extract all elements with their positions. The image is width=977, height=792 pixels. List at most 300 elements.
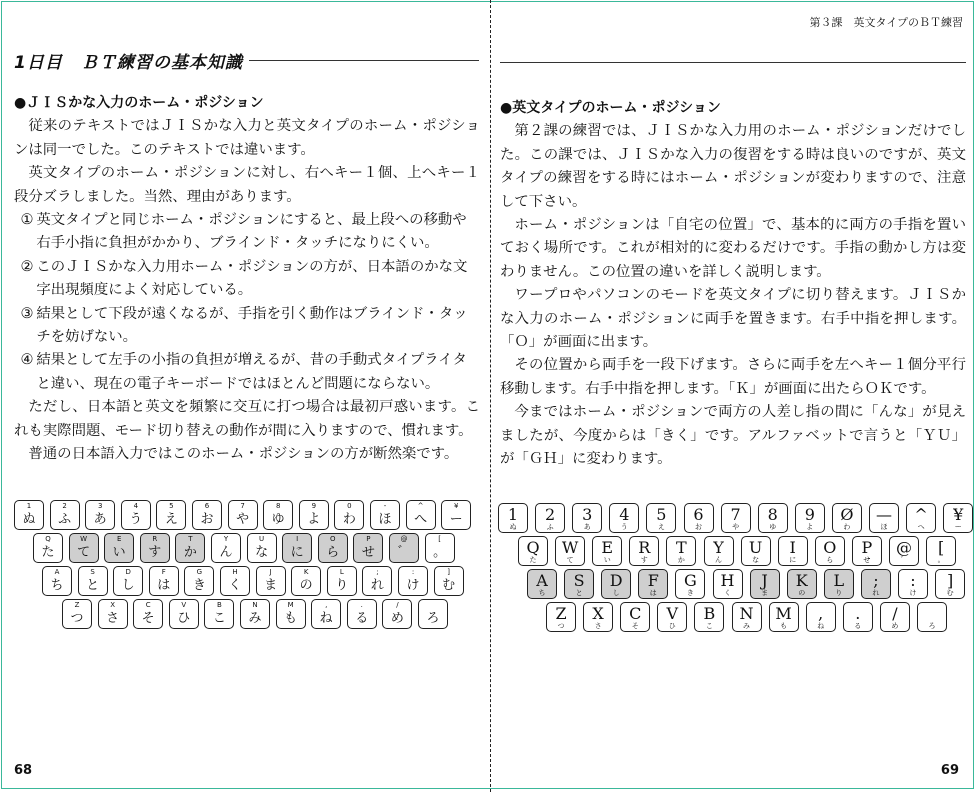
key-top-label: D bbox=[125, 568, 131, 576]
key-kana-label: 。 bbox=[937, 556, 945, 564]
keyboard-key bbox=[184, 566, 214, 596]
keyboard-key bbox=[843, 602, 873, 632]
key-kana-label: お bbox=[695, 523, 702, 531]
key-kana-label: よ bbox=[806, 523, 814, 531]
key-top-label: A bbox=[54, 568, 60, 576]
key-top-label: C bbox=[145, 601, 151, 609]
keyboard-key bbox=[943, 503, 973, 533]
key-kana-label: ふ bbox=[58, 512, 72, 527]
key-kana-label: す bbox=[640, 556, 648, 564]
item-number: ③ bbox=[20, 305, 34, 322]
key-top-label: 7 bbox=[730, 505, 741, 524]
keyboard-key bbox=[149, 566, 179, 596]
key-kana-label: あ bbox=[583, 523, 591, 531]
item-text: 結果として左手の小指の負担が増えるが、昔の手動式タイプライタと違い、現在の電子キーボードではほとんど問題にならない。 bbox=[36, 352, 467, 392]
keyboard-key bbox=[713, 569, 743, 599]
key-top-label: B bbox=[703, 604, 716, 623]
key-kana-label: み bbox=[743, 622, 750, 630]
key-kana-label: も bbox=[284, 611, 298, 626]
key-top-label: 3 bbox=[97, 502, 103, 510]
key-kana-label: り bbox=[335, 578, 349, 593]
key-kana-label: り bbox=[835, 589, 843, 597]
key-top-label: : bbox=[411, 568, 415, 576]
key-top-label: 4 bbox=[133, 502, 139, 510]
key-top-label: K bbox=[795, 571, 808, 590]
key-top-label: E bbox=[116, 535, 122, 543]
key-top-label: R bbox=[638, 538, 651, 557]
key-top-label: S bbox=[573, 571, 585, 590]
key-kana-label: め bbox=[390, 611, 404, 626]
key-kana-label: み bbox=[248, 611, 262, 626]
key-kana-label: た bbox=[41, 545, 55, 560]
key-kana-label: れ bbox=[370, 578, 384, 593]
key-top-label: G bbox=[196, 568, 203, 576]
key-kana-label: も bbox=[780, 622, 788, 630]
key-kana-label: こ bbox=[212, 611, 226, 626]
paragraph: その位置から両手を一段下げます。さらに両手を左へキー１個分平行移動します。右手中指を押します。「Ｋ」が画面に出たらＯＫです。 bbox=[500, 357, 966, 397]
keyboard-key bbox=[425, 533, 455, 563]
key-kana-label: ひ bbox=[668, 622, 676, 630]
key-top-label: 0 bbox=[347, 502, 352, 510]
key-top-label: 8 bbox=[275, 502, 281, 510]
key-kana-label: な bbox=[752, 556, 760, 564]
keyboard-key bbox=[926, 536, 956, 566]
key-kana-label: さ bbox=[594, 622, 602, 630]
key-kana-label: え bbox=[164, 512, 178, 527]
key-kana-label: さ bbox=[106, 611, 120, 626]
key-kana-label: ゛ bbox=[900, 556, 908, 564]
key-kana-label: は bbox=[649, 589, 657, 597]
key-kana-label: つ bbox=[70, 611, 84, 626]
key-kana-label: の bbox=[299, 578, 313, 593]
keyboard-key bbox=[527, 569, 557, 599]
key-kana-label: ん bbox=[219, 545, 233, 560]
keyboard-key bbox=[133, 599, 163, 629]
key-top-label: 2 bbox=[62, 502, 67, 510]
key-kana-label: と bbox=[86, 578, 100, 593]
paragraph: 従来のテキストではＪＩＳかな入力と英文タイプのホーム・ポジションは同一でした。このテキストでは違います。 bbox=[14, 118, 480, 158]
key-kana-label: ま bbox=[761, 589, 769, 597]
key-kana-label: と bbox=[575, 589, 583, 597]
keyboard-key bbox=[741, 536, 771, 566]
item-text: 英文タイプと同じホーム・ポジションにすると、最上段への移動や右手小指に負担がかかり、ブラインド・タッチになりにくい。 bbox=[36, 212, 467, 252]
key-top-label: C bbox=[629, 604, 642, 623]
key-kana-label: く bbox=[724, 589, 731, 597]
key-top-label: 8 bbox=[767, 505, 778, 524]
key-top-label: ] bbox=[447, 568, 450, 576]
key-kana-label: う bbox=[620, 523, 628, 531]
keyboard-key bbox=[370, 500, 400, 530]
keyboard-key bbox=[121, 500, 151, 530]
page-number: 68 bbox=[14, 763, 33, 778]
keyboard-key bbox=[33, 533, 63, 563]
keyboard-key bbox=[898, 569, 928, 599]
item-number: ④ bbox=[20, 352, 34, 369]
key-kana-label: ん bbox=[715, 556, 722, 564]
keyboard-key bbox=[572, 503, 602, 533]
key-top-label: 3 bbox=[582, 505, 593, 524]
keyboard-key bbox=[50, 500, 80, 530]
key-kana-label: な bbox=[255, 545, 269, 560]
keyboard-key bbox=[353, 533, 383, 563]
key-kana-label: に bbox=[290, 545, 304, 560]
lesson-title-text: 1日目 ＢＴ練習の基本知識 bbox=[14, 53, 243, 73]
key-top-label: I bbox=[789, 538, 796, 557]
keyboard-key bbox=[85, 500, 115, 530]
key-top-label: O bbox=[330, 535, 336, 543]
right-page bbox=[492, 0, 977, 792]
keyboard-key bbox=[629, 536, 659, 566]
keyboard-key bbox=[69, 533, 99, 563]
keyboard-key bbox=[646, 503, 676, 533]
key-top-label: @ bbox=[896, 538, 912, 557]
key-top-label: 2 bbox=[545, 505, 556, 524]
list-item bbox=[14, 209, 480, 256]
key-kana-label: か bbox=[183, 545, 197, 560]
header-rule bbox=[500, 62, 966, 63]
key-top-label: P bbox=[861, 538, 873, 557]
keyboard-key bbox=[657, 602, 687, 632]
key-kana-label: ゆ bbox=[769, 523, 777, 531]
key-top-label: N bbox=[252, 601, 258, 609]
key-kana-label: た bbox=[529, 556, 537, 564]
key-top-label: ^ bbox=[417, 502, 424, 510]
keyboard-key bbox=[434, 566, 464, 596]
keyboard-key bbox=[14, 500, 44, 530]
keyboard-key bbox=[113, 566, 143, 596]
key-kana-label: し bbox=[612, 589, 620, 597]
key-top-label: 4 bbox=[619, 505, 630, 524]
keyboard-key bbox=[192, 500, 222, 530]
key-top-label: Ø bbox=[840, 505, 854, 524]
key-kana-label: は bbox=[157, 578, 171, 593]
key-top-label: / bbox=[892, 604, 898, 623]
key-top-label: ^ bbox=[914, 505, 928, 524]
list-item bbox=[14, 303, 480, 350]
key-top-label: 1 bbox=[507, 505, 519, 524]
key-top-label: W bbox=[80, 535, 88, 543]
key-kana-label: ふ bbox=[546, 523, 554, 531]
key-top-label: E bbox=[601, 538, 614, 557]
key-kana-label: よ bbox=[307, 512, 321, 527]
keyboard-key bbox=[398, 566, 428, 596]
key-kana-label: ゆ bbox=[271, 512, 285, 527]
section-heading: ●英文タイプのホーム・ポジション bbox=[500, 100, 721, 116]
key-top-label: ¥ bbox=[453, 502, 459, 510]
keyboard-key bbox=[98, 599, 128, 629]
key-kana-label: え bbox=[657, 523, 665, 531]
item-text: 結果として下段が遠くなるが、手指を引く動作はブラインド・タッチを妨げない。 bbox=[36, 305, 468, 346]
key-kana-label: ね bbox=[817, 622, 825, 630]
key-kana-label: つ bbox=[557, 622, 565, 630]
key-top-label: Q bbox=[526, 538, 540, 557]
keyboard-key bbox=[418, 599, 448, 629]
keyboard-key bbox=[104, 533, 134, 563]
key-top-label: . bbox=[360, 601, 363, 609]
key-kana-label: ら bbox=[826, 556, 834, 564]
key-kana-label: そ bbox=[141, 611, 155, 626]
keyboard-key bbox=[889, 536, 919, 566]
key-top-label: O bbox=[823, 538, 837, 557]
keyboard-key bbox=[880, 602, 910, 632]
key-top-label: Q bbox=[45, 535, 51, 543]
key-kana-label: れ bbox=[872, 589, 880, 597]
key-kana-label: へ bbox=[414, 512, 428, 527]
keyboard-key bbox=[42, 566, 72, 596]
key-kana-label: あ bbox=[93, 512, 107, 527]
key-kana-label: へ bbox=[917, 523, 925, 531]
keyboard-key bbox=[806, 602, 836, 632]
key-kana-label: ね bbox=[319, 611, 333, 626]
key-top-label: ¥ bbox=[953, 505, 964, 524]
key-kana-label: ほ bbox=[880, 523, 888, 531]
keyboard-key bbox=[555, 536, 585, 566]
key-top-label: ; bbox=[873, 571, 879, 590]
key-top-label: Z bbox=[74, 601, 80, 609]
keyboard-key bbox=[609, 503, 639, 533]
key-kana-label: い bbox=[603, 556, 611, 564]
key-kana-label: め bbox=[891, 622, 899, 630]
key-top-label: G bbox=[684, 571, 697, 590]
paragraph: 今まではホーム・ポジションで両方の人差し指の間に「んな」が見えましたが、今度からは「きく」です。アルファベットで言うと「ＹＵ」が「ＧＨ」に変わります。 bbox=[500, 404, 966, 468]
key-top-label: R bbox=[152, 535, 158, 543]
key-kana-label: て bbox=[566, 556, 574, 564]
key-top-label: , bbox=[325, 601, 328, 609]
page-number: 69 bbox=[940, 763, 959, 778]
paragraph: 英文タイプのホーム・ポジションに対し、右へキー１個、上へキー１段分ズラしました。当然、理由があります。 bbox=[14, 165, 480, 205]
paragraph: ホーム・ポジションは「自宅の位置」で、基本的に両方の手指を置いておく場所です。これが相対的に変わるだけです。手指の動かし方は変わりません。この位置の違いを詳しく説明します。 bbox=[500, 217, 966, 280]
key-top-label: [ bbox=[937, 538, 945, 557]
running-header: 第３課 英文タイプのＢＴ練習 bbox=[809, 16, 963, 29]
keyboard-key bbox=[263, 500, 293, 530]
key-top-label: N bbox=[739, 604, 754, 623]
key-kana-label: ら bbox=[326, 545, 340, 560]
keyboard-key bbox=[583, 602, 613, 632]
keyboard-key bbox=[204, 599, 234, 629]
key-top-label: 6 bbox=[693, 505, 704, 524]
key-kana-label: そ bbox=[631, 622, 639, 630]
key-top-label: F bbox=[647, 571, 659, 590]
key-top-label: Y bbox=[223, 535, 229, 543]
keyboard-key bbox=[592, 536, 622, 566]
key-kana-label: ー bbox=[954, 523, 962, 531]
key-top-label: : bbox=[910, 571, 916, 590]
keyboard-key bbox=[140, 533, 170, 563]
key-kana-label: き bbox=[686, 589, 694, 597]
keyboard-key bbox=[334, 500, 364, 530]
keyboard-key bbox=[620, 602, 650, 632]
key-top-label: [ bbox=[438, 535, 441, 543]
section-heading: ●ＪＩＳかな入力のホーム・ポジション bbox=[14, 95, 264, 111]
key-kana-label: ち bbox=[538, 589, 546, 597]
right-body-text bbox=[500, 97, 966, 472]
key-kana-label: む bbox=[946, 589, 954, 597]
key-kana-label: わ bbox=[843, 523, 851, 531]
key-kana-label: 。 bbox=[433, 545, 447, 560]
item-number: ① bbox=[20, 212, 34, 229]
key-top-label: T bbox=[188, 535, 193, 543]
key-kana-label: ぬ bbox=[509, 523, 517, 531]
keyboard-key bbox=[601, 569, 631, 599]
keyboard-key bbox=[220, 566, 250, 596]
keyboard-key bbox=[750, 569, 780, 599]
keyboard-key bbox=[382, 599, 412, 629]
key-top-label: - bbox=[383, 502, 387, 510]
keyboard-key bbox=[906, 503, 936, 533]
keyboard-key bbox=[291, 566, 321, 596]
keyboard-key bbox=[684, 503, 714, 533]
key-kana-label: て bbox=[77, 545, 91, 560]
paragraph: ただし、日本語と英文を頻繁に交互に打つ場合は最初戸惑います。これも実際問題、モード切り替えの動作が間に入りますので、慣れます。 bbox=[14, 399, 480, 439]
keyboard-key bbox=[721, 503, 751, 533]
key-top-label: W bbox=[561, 538, 579, 557]
keyboard-key bbox=[564, 569, 594, 599]
paragraph: ワープロやパソコンのモードを英文タイプに切り替えます。ＪＩＳかな入力のホーム・ポジションに両手を置きます。右手中指を押します。「Ｏ」が画面に出ます。 bbox=[500, 287, 966, 351]
keyboard-key bbox=[389, 533, 419, 563]
key-kana-label: い bbox=[112, 545, 126, 560]
keyboard-key bbox=[228, 500, 258, 530]
key-kana-label: に bbox=[789, 556, 797, 564]
key-top-label: M bbox=[287, 601, 294, 609]
key-kana-label: ろ bbox=[928, 622, 936, 630]
keyboard-key bbox=[638, 569, 668, 599]
keyboard-key bbox=[824, 569, 854, 599]
key-top-label: V bbox=[666, 604, 679, 623]
key-top-label: L bbox=[833, 571, 845, 590]
keyboard-key bbox=[362, 566, 392, 596]
keyboard-key bbox=[175, 533, 205, 563]
key-top-label: . bbox=[855, 604, 861, 623]
key-kana-label: ー bbox=[449, 512, 463, 527]
keyboard-key bbox=[675, 569, 705, 599]
key-top-label: D bbox=[609, 571, 623, 590]
key-top-label: K bbox=[303, 568, 309, 576]
key-kana-label: む bbox=[442, 578, 456, 593]
keyboard-key bbox=[704, 536, 734, 566]
key-kana-label: し bbox=[121, 578, 135, 593]
key-top-label: U bbox=[748, 538, 763, 557]
key-kana-label: ほ bbox=[378, 512, 392, 527]
key-kana-label: か bbox=[677, 556, 685, 564]
key-top-label: ] bbox=[946, 571, 954, 590]
key-top-label: , bbox=[818, 604, 824, 623]
left-body-text bbox=[14, 92, 480, 467]
key-top-label: 5 bbox=[656, 505, 667, 524]
key-top-label: 6 bbox=[204, 502, 210, 510]
key-kana-label: う bbox=[129, 512, 143, 527]
key-top-label: 9 bbox=[804, 505, 815, 524]
keyboard-key bbox=[815, 536, 845, 566]
key-top-label: / bbox=[396, 601, 399, 609]
paragraph: 第２課の練習では、ＪＩＳかな入力用のホーム・ポジションだけでした。この課では、ＪＩＳかな入力の復習をする時は良いのですが、英文タイプの練習をする時にはホーム・ポジションが変わりますので、注意して下さい。 bbox=[500, 123, 966, 210]
keyboard-key bbox=[917, 602, 947, 632]
key-top-label: X bbox=[592, 604, 604, 623]
keyboard-key bbox=[299, 500, 329, 530]
lesson-title bbox=[14, 48, 479, 73]
key-top-label: 5 bbox=[169, 502, 174, 510]
key-top-label: F bbox=[161, 568, 166, 576]
key-kana-label: こ bbox=[705, 622, 713, 630]
key-top-label: V bbox=[181, 601, 187, 609]
key-top-label: P bbox=[366, 535, 371, 543]
key-kana-label: せ bbox=[863, 556, 871, 564]
item-text: このＪＩＳかな入力用ホーム・ポジションの方が、日本語のかな文字出現頻度によく対応している。 bbox=[36, 258, 468, 299]
keyboard-key bbox=[327, 566, 357, 596]
key-kana-label: き bbox=[192, 578, 206, 593]
key-kana-label: く bbox=[228, 578, 242, 593]
key-kana-label: わ bbox=[342, 512, 356, 527]
title-rule bbox=[249, 60, 479, 61]
key-kana-label: ま bbox=[264, 578, 278, 593]
list-item bbox=[14, 256, 480, 303]
keyboard-key bbox=[240, 599, 270, 629]
keyboard-key bbox=[795, 503, 825, 533]
key-kana-label: ち bbox=[50, 578, 64, 593]
keyboard-key bbox=[276, 599, 306, 629]
key-top-label: B bbox=[216, 601, 222, 609]
key-top-label: Z bbox=[555, 604, 567, 623]
paragraph: 普通の日本語入力ではこのホーム・ポジションの方が断然楽です。 bbox=[28, 446, 459, 463]
list-item bbox=[14, 349, 480, 396]
keyboard-key bbox=[256, 566, 286, 596]
key-top-label: Y bbox=[713, 538, 724, 557]
key-top-label: M bbox=[775, 604, 792, 623]
key-top-label: @ bbox=[400, 535, 408, 543]
key-kana-label: せ bbox=[361, 545, 375, 560]
keyboard-key bbox=[546, 602, 576, 632]
key-kana-label: る bbox=[355, 611, 369, 626]
key-kana-label: す bbox=[148, 545, 162, 560]
keyboard-key bbox=[62, 599, 92, 629]
key-top-label: 7 bbox=[240, 502, 245, 510]
key-top-label: ; bbox=[376, 568, 379, 576]
keyboard-key bbox=[769, 602, 799, 632]
key-top-label: S bbox=[90, 568, 95, 576]
keyboard-key bbox=[406, 500, 436, 530]
key-kana-label: ろ bbox=[426, 611, 440, 626]
key-top-label: — bbox=[876, 505, 892, 524]
gutter-divider bbox=[490, 0, 491, 792]
key-kana-label: け bbox=[909, 589, 917, 597]
key-kana-label: や bbox=[732, 523, 740, 531]
key-kana-label: ゛ bbox=[397, 545, 411, 560]
keyboard-key bbox=[758, 503, 788, 533]
keyboard-key bbox=[535, 503, 565, 533]
keyboard-key bbox=[282, 533, 312, 563]
key-top-label: J bbox=[269, 568, 272, 576]
key-top-label: 9 bbox=[311, 502, 317, 510]
keyboard-key bbox=[778, 536, 808, 566]
key-top-label: I bbox=[296, 535, 299, 543]
key-top-label: T bbox=[676, 538, 687, 557]
keyboard-key bbox=[518, 536, 548, 566]
key-kana-label: る bbox=[854, 622, 862, 630]
key-kana-label: お bbox=[200, 512, 214, 527]
keyboard-key bbox=[318, 533, 348, 563]
key-top-label: H bbox=[232, 568, 238, 576]
keyboard-key bbox=[169, 599, 199, 629]
keyboard-key bbox=[347, 599, 377, 629]
key-kana-label: や bbox=[236, 512, 250, 527]
key-top-label: X bbox=[110, 601, 115, 609]
keyboard-key bbox=[78, 566, 108, 596]
key-top-label: J bbox=[761, 571, 768, 590]
keyboard-key bbox=[498, 503, 528, 533]
keyboard-key bbox=[441, 500, 471, 530]
keyboard-key bbox=[311, 599, 341, 629]
key-top-label: A bbox=[536, 571, 548, 590]
keyboard-key bbox=[832, 503, 862, 533]
